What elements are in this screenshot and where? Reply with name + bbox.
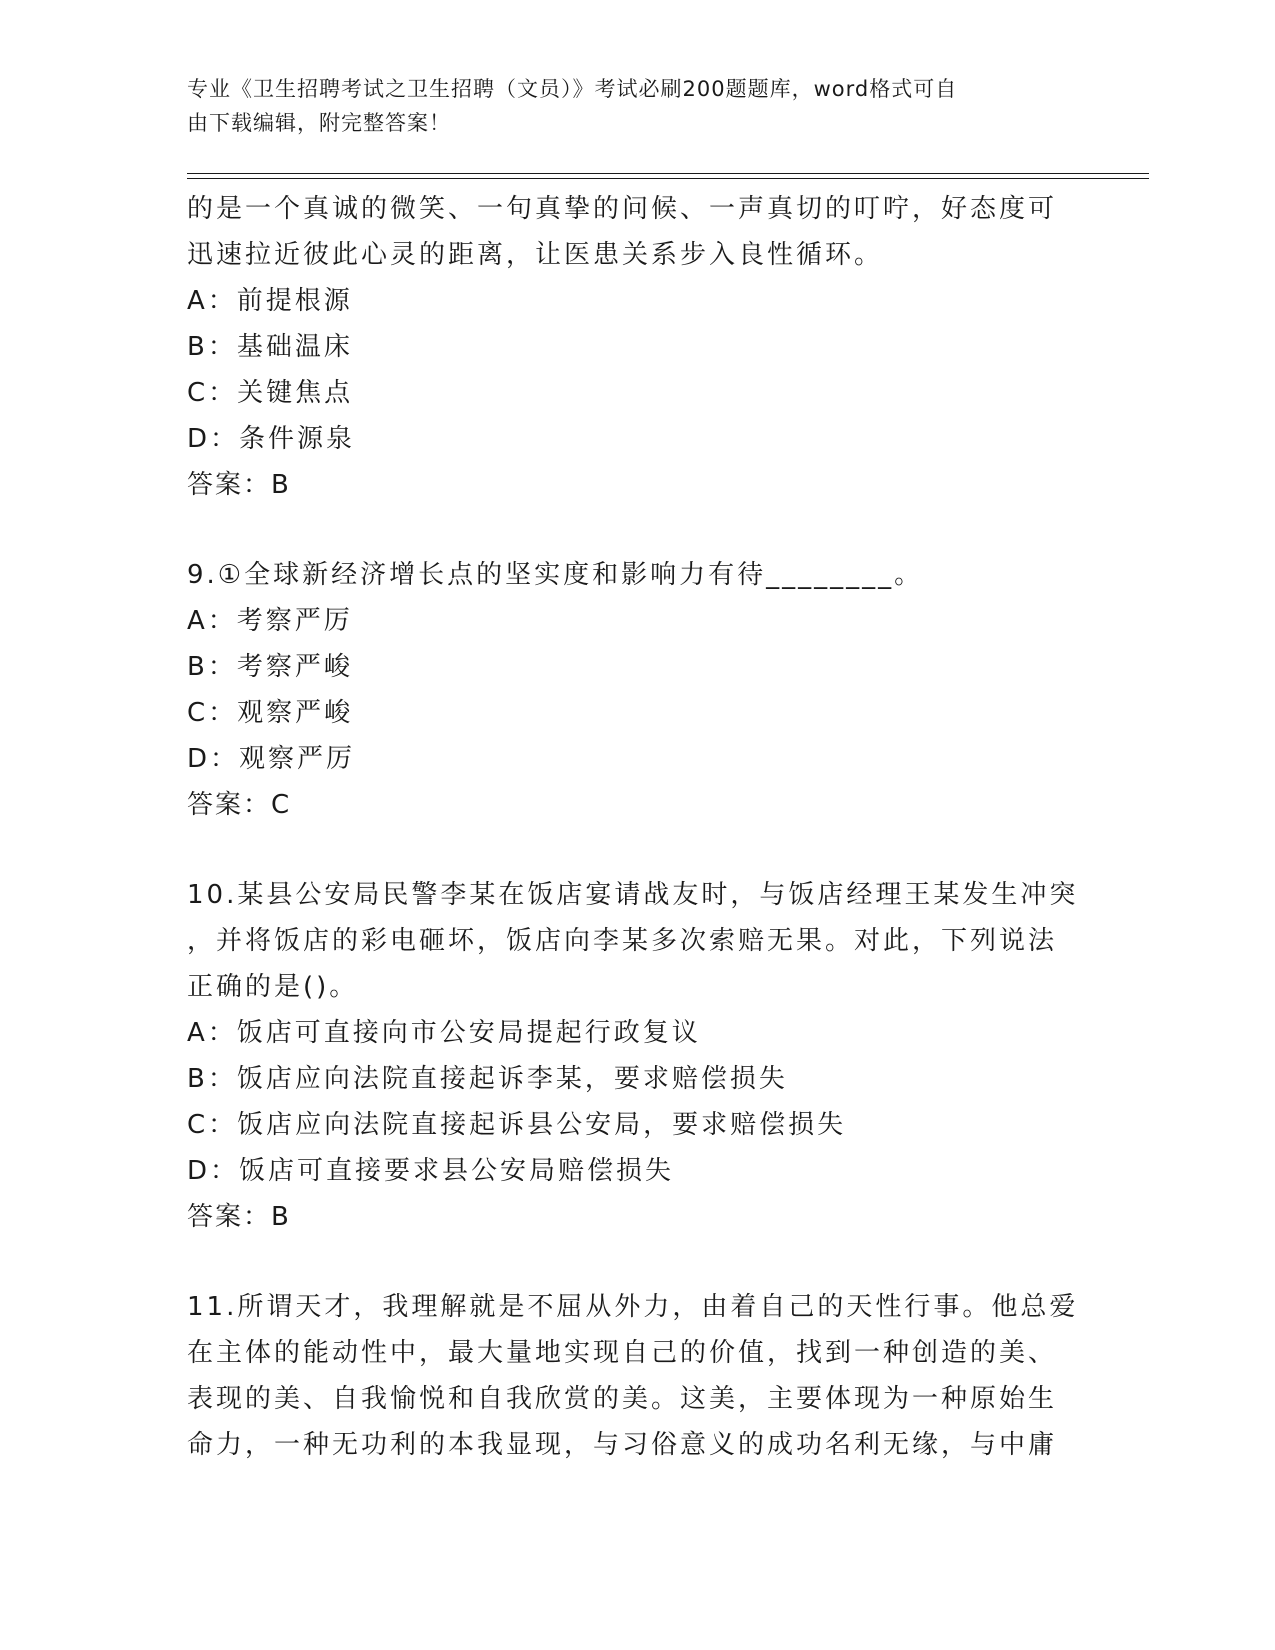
option-b: B：饭店应向法院直接起诉李某，要求赔偿损失 [187, 1064, 788, 1094]
question-10 [187, 872, 1087, 1240]
spacer [187, 828, 1087, 872]
spacer [187, 1240, 1087, 1284]
question-8-continued [187, 186, 1087, 508]
question-text-line: 9.①全球新经济增长点的坚实度和影响力有待________。 [187, 560, 924, 590]
option-c: C：饭店应向法院直接起诉县公安局，要求赔偿损失 [187, 1110, 847, 1140]
option-d: D：观察严厉 [187, 744, 356, 774]
spacer [187, 508, 1087, 552]
option-a: A：饭店可直接向市公安局提起行政复议 [187, 1018, 701, 1048]
option-a: A：前提根源 [187, 286, 353, 316]
answer: 答案：C [187, 790, 292, 820]
question-text-line: 迅速拉近彼此心灵的距离，让医患关系步入良性循环。 [187, 240, 884, 270]
answer: 答案：B [187, 470, 291, 500]
header-divider-bottom [187, 178, 1149, 179]
answer: 答案：B [187, 1202, 291, 1232]
question-text-line: 在主体的能动性中，最大量地实现自己的价值，找到一种创造的美、 [187, 1338, 1058, 1368]
page-header [187, 72, 1067, 140]
question-text-line: 正确的是()。 [187, 972, 359, 1002]
question-text-line: ，并将饭店的彩电砸坏，饭店向李某多次索赔无果。对此，下列说法 [187, 926, 1058, 956]
document-body [187, 186, 1087, 1468]
option-c: C：关键焦点 [187, 378, 354, 408]
header-line-1: 专业《卫生招聘考试之卫生招聘（文员）》考试必刷200题题库，word格式可自 [187, 77, 958, 101]
question-text-line: 的是一个真诚的微笑、一句真挚的问候、一声真切的叮咛，好态度可 [187, 194, 1058, 224]
option-a: A：考察严厉 [187, 606, 353, 636]
option-d: D：条件源泉 [187, 424, 356, 454]
option-b: B：考察严峻 [187, 652, 353, 682]
option-c: C：观察严峻 [187, 698, 354, 728]
option-b: B：基础温床 [187, 332, 353, 362]
header-line-2: 由下载编辑，附完整答案！ [187, 111, 451, 135]
question-text-line: 命力，一种无功利的本我显现，与习俗意义的成功名利无缘，与中庸 [187, 1430, 1058, 1460]
question-text-line: 11.所谓天才，我理解就是不屈从外力，由着自己的天性行事。他总爱 [187, 1292, 1079, 1322]
option-d: D：饭店可直接要求县公安局赔偿损失 [187, 1156, 675, 1186]
question-9 [187, 552, 1087, 828]
question-11 [187, 1284, 1087, 1468]
question-text-line: 表现的美、自我愉悦和自我欣赏的美。这美，主要体现为一种原始生 [187, 1384, 1058, 1414]
question-text-line: 10.某县公安局民警李某在饭店宴请战友时，与饭店经理王某发生冲突 [187, 880, 1079, 910]
header-divider-top [187, 173, 1149, 174]
